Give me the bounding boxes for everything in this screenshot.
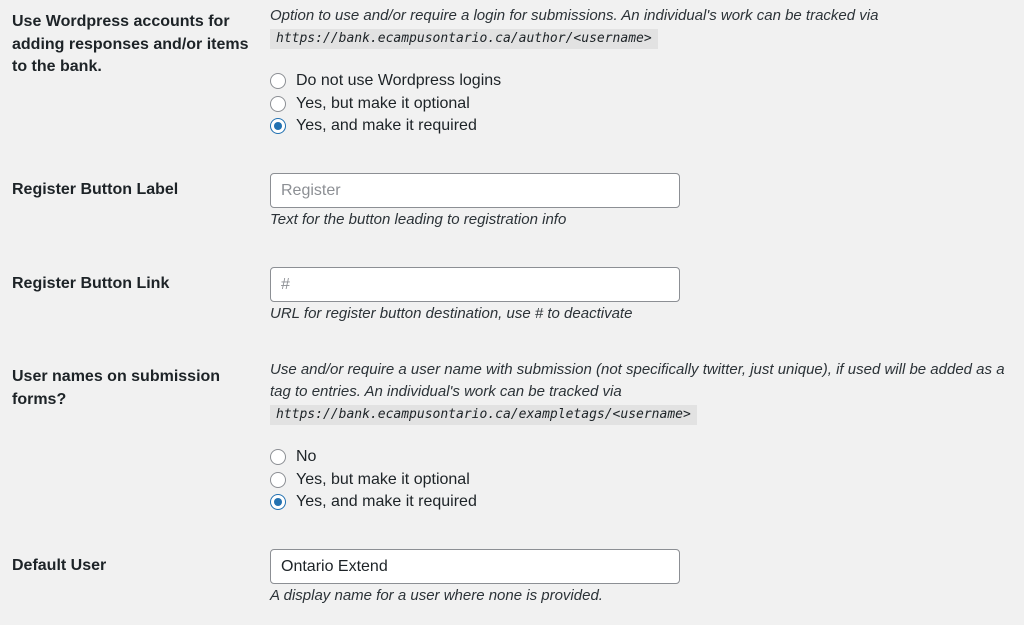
wp-accounts-options [270, 70, 501, 138]
tags-url-example: https://bank.ecampusontario.ca/exampletags/<username> [270, 405, 697, 425]
user-names-option-optional[interactable] [270, 469, 477, 492]
user-names-option-label: Yes, but make it optional [296, 470, 470, 488]
wp-accounts-description-text: Option to use and/or require a login for submissions. An individual's work can be tracked via [270, 7, 879, 24]
radio-checked-icon[interactable] [270, 118, 286, 134]
register-label-input[interactable] [270, 173, 680, 208]
register-label-hint: Text for the button leading to registration info [270, 211, 567, 228]
wp-accounts-option-optional[interactable] [270, 93, 501, 116]
user-names-option-label: Yes, and make it required [296, 493, 477, 511]
wp-accounts-label: Use Wordpress accounts for adding responses and/or items to the bank. [12, 13, 249, 75]
user-names-description-text: Use and/or require a user name with submission (not specifically twitter, just unique), if used will be added as a tag to entries. An individual's work can be tracked via [270, 361, 1005, 400]
radio-checked-icon[interactable] [270, 494, 286, 510]
user-names-option-no[interactable] [270, 446, 477, 469]
wp-accounts-option-none[interactable] [270, 70, 501, 93]
user-names-option-required[interactable] [270, 491, 477, 514]
register-link-label: Register Button Link [12, 275, 170, 292]
register-link-hint: URL for register button destination, use # to deactivate [270, 305, 633, 322]
default-user-hint: A display name for a user where none is provided. [270, 587, 603, 604]
author-url-example: https://bank.ecampusontario.ca/author/<username> [270, 29, 658, 49]
default-user-label: Default User [12, 557, 107, 574]
user-names-options [270, 446, 477, 514]
radio-icon[interactable] [270, 96, 286, 112]
user-names-description [270, 359, 1005, 425]
user-names-option-label: No [296, 448, 317, 466]
register-label-label: Register Button Label [12, 181, 179, 198]
user-names-label: User names on submission forms? [12, 368, 221, 408]
radio-icon[interactable] [270, 449, 286, 465]
radio-icon[interactable] [270, 73, 286, 89]
register-link-input[interactable] [270, 267, 680, 302]
wp-accounts-option-label: Yes, and make it required [296, 117, 477, 135]
radio-icon[interactable] [270, 472, 286, 488]
wp-accounts-description [270, 5, 1005, 49]
wp-accounts-option-label: Yes, but make it optional [296, 94, 470, 112]
wp-accounts-option-required[interactable] [270, 115, 501, 138]
default-user-input[interactable] [270, 549, 680, 584]
wp-accounts-option-label: Do not use Wordpress logins [296, 72, 502, 90]
